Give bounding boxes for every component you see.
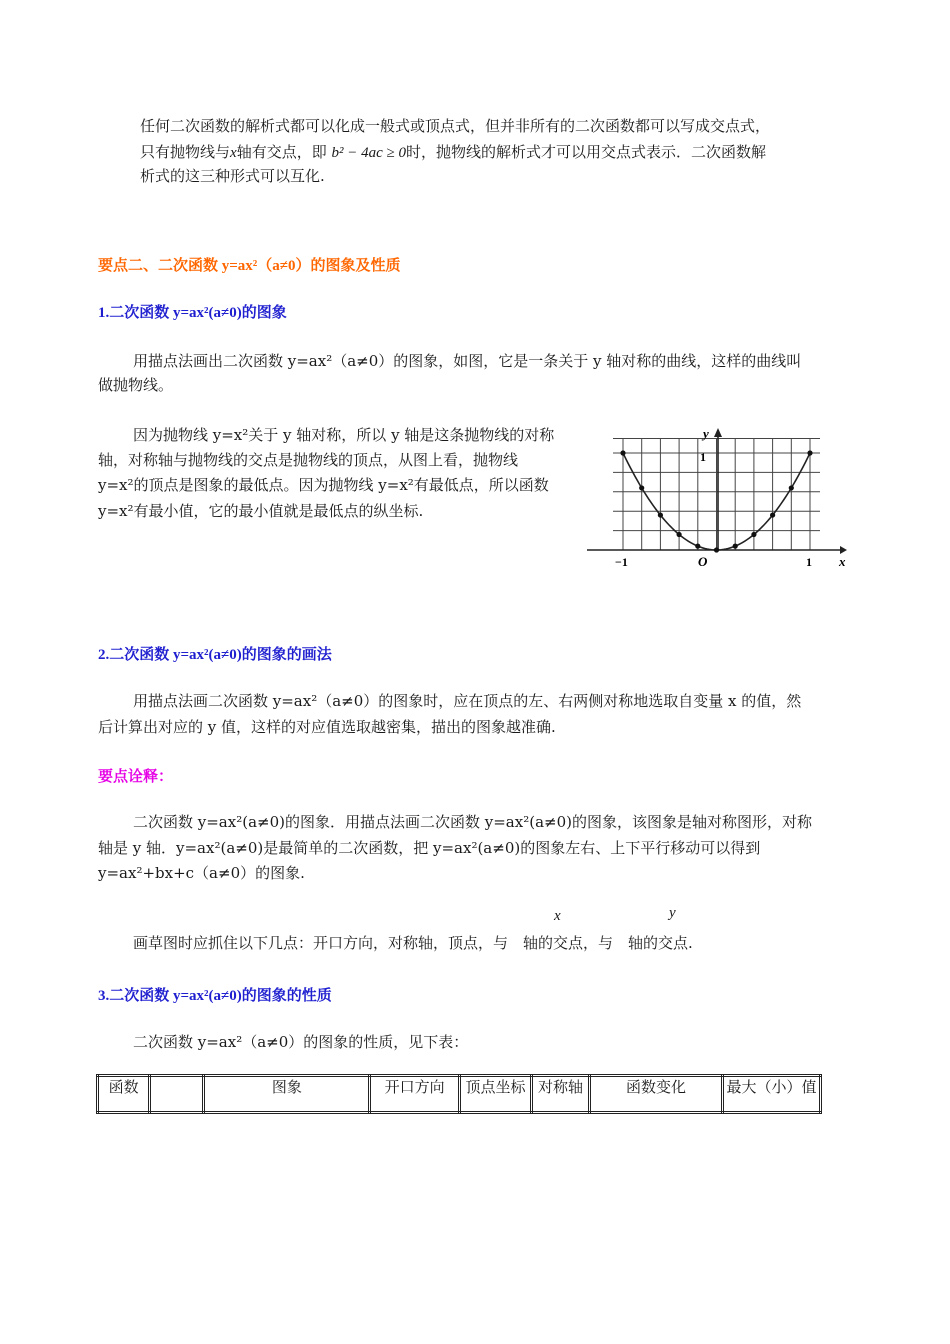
table-header-cell: 函数变化 <box>590 1076 723 1113</box>
table-header-cell: 图象 <box>204 1076 370 1113</box>
properties-table <box>96 1074 822 1114</box>
sub1-side-line-3: y=x²的顶点是图象的最低点。因为抛物线 y=x²有最低点，所以函数 <box>98 476 549 494</box>
origin-label: O <box>698 554 708 569</box>
data-point <box>677 532 682 537</box>
data-point <box>770 512 775 517</box>
data-point <box>658 512 663 517</box>
sub2-line-1: 用描点法画二次函数 y=ax²（a≠0）的图象时，应在顶点的左、右两侧对称地选取自变量 x 的值，然 <box>133 692 802 710</box>
x-axis-label: x <box>839 554 846 569</box>
y-tick-label: 1 <box>700 450 706 464</box>
data-point <box>733 544 738 549</box>
sub3-intro: 二次函数 y=ax²（a≠0）的图象的性质，见下表： <box>133 1033 469 1051</box>
table-header-cell: 对称轴 <box>531 1076 589 1113</box>
sketch-var-x: x <box>554 908 561 924</box>
data-point <box>639 485 644 490</box>
note-line-3: y=ax²+bx+c（a≠0）的图象. <box>98 864 305 882</box>
sketch-line: 画草图时应抓住以下几点：开口方向，对称轴，顶点，与 轴的交点，与 轴的交点. <box>133 934 693 952</box>
data-point <box>751 532 756 537</box>
intro-line-1: 任何二次函数的解析式都可以化成一般式或顶点式，但并非所有的二次函数都可以写成交点式， <box>140 117 771 135</box>
sub1-side-line-4: y=x²有最小值，它的最小值就是最低点的纵坐标. <box>98 502 424 520</box>
x-tick-pos: 1 <box>806 555 812 569</box>
parabola-graph <box>585 420 855 585</box>
note-heading: 要点诠释： <box>98 767 174 785</box>
intro-line-2-c: 时，抛物线的解析式才可以用交点式表示．二次函数解 <box>406 143 767 161</box>
y-axis-arrow <box>714 428 722 437</box>
section-heading-2: 要点二、二次函数 y=ax²（a≠0）的图象及性质 <box>98 258 401 274</box>
subheading-1: 1.二次函数 y=ax²(a≠0)的图象 <box>98 305 287 321</box>
sub1-para-line-1: 用描点法画出二次函数 y=ax²（a≠0）的图象，如图，它是一条关于 y 轴对称的曲线，这样的曲线叫 <box>133 352 802 370</box>
table-header-cell: 最大（小）值 <box>722 1076 820 1113</box>
sub2-line-2: 后计算出对应的 y 值，这样的对应值选取越密集，描出的图象越准确. <box>98 718 556 736</box>
sketch-var-y: y <box>669 905 676 921</box>
discriminant-formula: b² − 4ac ≥ 0 <box>331 145 406 161</box>
grid-lines <box>613 438 820 550</box>
table-header-cell <box>150 1076 204 1113</box>
table-header-row <box>98 1076 821 1113</box>
intro-line-3: 析式的这三种形式可以互化. <box>140 167 325 185</box>
subheading-2: 2.二次函数 y=ax²(a≠0)的图象的画法 <box>98 647 332 663</box>
x-axis-arrow <box>840 546 847 554</box>
sub1-side-line-1: 因为抛物线 y=x²关于 y 轴对称，所以 y 轴是这条抛物线的对称 <box>133 426 555 444</box>
sub1-para-line-2: 做抛物线。 <box>98 376 174 394</box>
y-axis-label: y <box>703 426 709 441</box>
subheading-3: 3.二次函数 y=ax²(a≠0)的图象的性质 <box>98 988 332 1004</box>
data-point <box>714 547 719 552</box>
intro-line-2 <box>140 139 766 166</box>
note-line-2: 轴是 y 轴．y=ax²(a≠0)是最简单的二次函数，把 y=ax²(a≠0)的图象左右、上下平行移动可以得到 <box>98 839 761 857</box>
data-point <box>807 450 812 455</box>
intro-line-2-a: 只有抛物线与 <box>140 143 231 161</box>
table-header-cell: 顶点坐标 <box>459 1076 531 1113</box>
data-point <box>620 450 625 455</box>
table-header-cell: 函数 <box>98 1076 150 1113</box>
data-point <box>789 485 794 490</box>
data-point <box>695 544 700 549</box>
note-line-1: 二次函数 y=ax²(a≠0)的图象．用描点法画二次函数 y=ax²(a≠0)的图象，该图象是轴对称图形，对称 <box>133 813 812 831</box>
sub1-side-line-2: 轴，对称轴与抛物线的交点是抛物线的顶点，从图上看，抛物线 <box>98 451 519 469</box>
x-tick-neg: −1 <box>615 555 628 569</box>
table-header-cell: 开口方向 <box>370 1076 460 1113</box>
intro-var-x: x <box>230 145 237 161</box>
intro-line-2-b: 轴有交点，即 <box>236 143 327 161</box>
